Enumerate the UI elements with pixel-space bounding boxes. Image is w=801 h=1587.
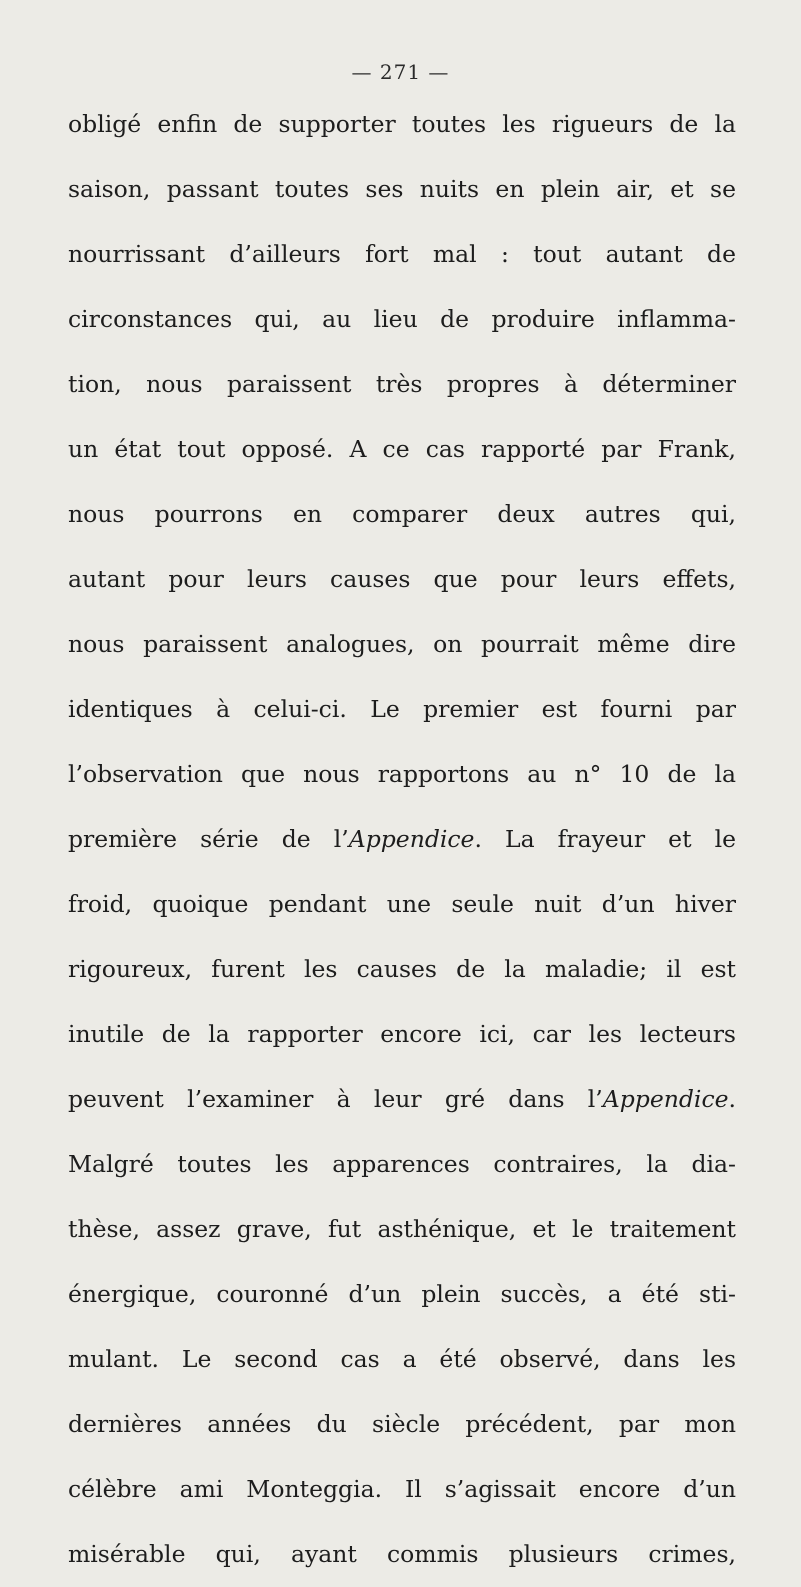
text-line: saison, passant toutes ses nuits en plein air, et se [68, 175, 736, 203]
text-segment: . [728, 1085, 736, 1113]
text-line: énergique, couronné d’un plein succès, a été sti- [68, 1280, 736, 1308]
text-line: célèbre ami Monteggia. Il s’agissait encore d’un [68, 1475, 736, 1503]
text-line: froid, quoique pendant une seule nuit d’un hiver [68, 890, 736, 918]
text-line: rigoureux, furent les causes de la maladie; il est [68, 955, 736, 983]
text-line: nous pourrons en comparer deux autres qui, [68, 500, 736, 528]
text-line: nous paraissent analogues, on pourrait même dire [68, 630, 736, 658]
text-line: Malgré toutes les apparences contraires, la dia- [68, 1150, 736, 1178]
text-segment: première série de l’ [68, 825, 349, 853]
text-line: inutile de la rapporter encore ici, car les lecteurs [68, 1020, 736, 1048]
text-line: dernières années du siècle précédent, par mon [68, 1410, 736, 1438]
text-line: thèse, assez grave, fut asthénique, et le traitement [68, 1215, 736, 1243]
italic-reference: Appendice [602, 1085, 729, 1113]
page-number: — 271 — [351, 60, 450, 84]
text-line: un état tout opposé. A ce cas rapporté par Frank, [68, 435, 736, 463]
text-line: identiques à celui-ci. Le premier est fourni par [68, 695, 736, 723]
body-text [68, 92, 736, 1587]
italic-reference: Appendice [348, 825, 475, 853]
text-line: obligé enfin de supporter toutes les rigueurs de la [68, 110, 736, 138]
text-line: tion, nous paraissent très propres à déterminer [68, 370, 736, 398]
text-line: misérable qui, ayant commis plusieurs crimes, [68, 1540, 736, 1568]
text-line-with-italic [68, 1067, 736, 1132]
text-line: autant pour leurs causes que pour leurs effets, [68, 565, 736, 593]
text-line: mulant. Le second cas a été observé, dans les [68, 1345, 736, 1373]
text-line: circonstances qui, au lieu de produire inflamma- [68, 305, 736, 333]
text-segment: peuvent l’examiner à leur gré dans l’ [68, 1085, 603, 1113]
text-line: l’observation que nous rapportons au n° 10 de la [68, 760, 736, 788]
text-line-with-italic [68, 807, 736, 872]
text-segment: . La frayeur et le [474, 825, 736, 853]
text-line: nourrissant d’ailleurs fort mal : tout autant de [68, 240, 736, 268]
